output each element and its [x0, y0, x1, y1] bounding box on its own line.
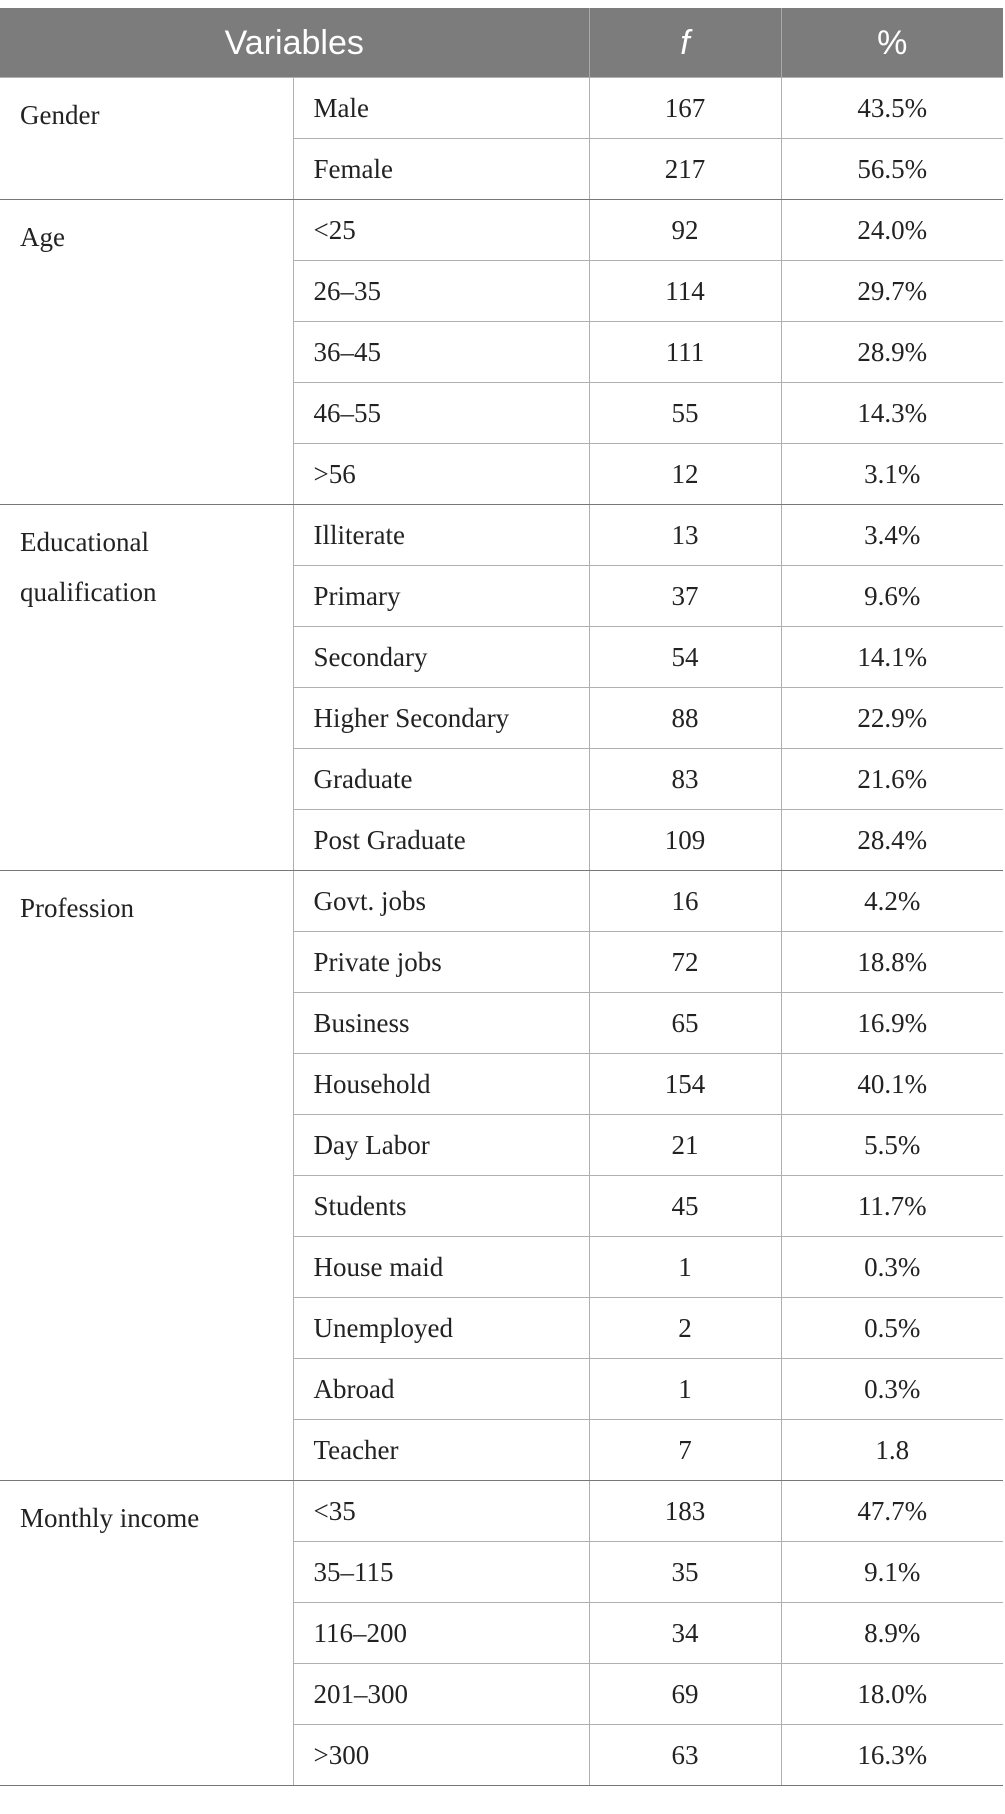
percent-cell: 14.1%	[781, 627, 1003, 688]
demographics-table-container	[0, 8, 1003, 1786]
category-cell: <35	[293, 1481, 589, 1542]
category-cell: 116–200	[293, 1603, 589, 1664]
category-cell: Post Graduate	[293, 810, 589, 871]
percent-cell: 16.9%	[781, 993, 1003, 1054]
percent-cell: 18.0%	[781, 1664, 1003, 1725]
variable-group-cell	[0, 200, 293, 505]
frequency-cell: 114	[589, 261, 781, 322]
frequency-cell: 34	[589, 1603, 781, 1664]
category-cell: Higher Secondary	[293, 688, 589, 749]
variable-group-label: Age	[20, 222, 65, 252]
frequency-cell: 69	[589, 1664, 781, 1725]
frequency-cell: 7	[589, 1420, 781, 1481]
percent-cell: 9.1%	[781, 1542, 1003, 1603]
percent-cell: 56.5%	[781, 139, 1003, 200]
percent-cell: 29.7%	[781, 261, 1003, 322]
frequency-cell: 109	[589, 810, 781, 871]
header-frequency: f	[589, 9, 781, 78]
percent-cell: 18.8%	[781, 932, 1003, 993]
frequency-cell: 1	[589, 1359, 781, 1420]
frequency-cell: 92	[589, 200, 781, 261]
category-cell: 35–115	[293, 1542, 589, 1603]
category-cell: Govt. jobs	[293, 871, 589, 932]
category-cell: Abroad	[293, 1359, 589, 1420]
frequency-cell: 1	[589, 1237, 781, 1298]
frequency-cell: 63	[589, 1725, 781, 1786]
table-row	[0, 505, 1003, 566]
category-cell: Graduate	[293, 749, 589, 810]
variable-group-label: Monthly income	[20, 1503, 200, 1533]
percent-cell: 22.9%	[781, 688, 1003, 749]
variable-group-cell	[0, 78, 293, 200]
category-cell: <25	[293, 200, 589, 261]
category-cell: 36–45	[293, 322, 589, 383]
table-row	[0, 1481, 1003, 1542]
category-cell: Unemployed	[293, 1298, 589, 1359]
category-cell: Household	[293, 1054, 589, 1115]
table-row	[0, 78, 1003, 139]
variable-group-label: Educational qualification	[20, 527, 157, 607]
category-cell: 26–35	[293, 261, 589, 322]
frequency-cell: 21	[589, 1115, 781, 1176]
variable-group-cell	[0, 871, 293, 1481]
percent-cell: 16.3%	[781, 1725, 1003, 1786]
percent-cell: 0.3%	[781, 1237, 1003, 1298]
category-cell: >56	[293, 444, 589, 505]
percent-cell: 24.0%	[781, 200, 1003, 261]
percent-cell: 0.5%	[781, 1298, 1003, 1359]
category-cell: >300	[293, 1725, 589, 1786]
category-cell: House maid	[293, 1237, 589, 1298]
frequency-cell: 111	[589, 322, 781, 383]
category-cell: Primary	[293, 566, 589, 627]
frequency-cell: 55	[589, 383, 781, 444]
header-percent: %	[781, 9, 1003, 78]
percent-cell: 8.9%	[781, 1603, 1003, 1664]
frequency-cell: 72	[589, 932, 781, 993]
variable-group-label: Profession	[20, 893, 134, 923]
category-cell: Business	[293, 993, 589, 1054]
category-cell: Private jobs	[293, 932, 589, 993]
table-row	[0, 871, 1003, 932]
category-cell: Male	[293, 78, 589, 139]
percent-cell: 47.7%	[781, 1481, 1003, 1542]
percent-cell: 28.4%	[781, 810, 1003, 871]
percent-cell: 9.6%	[781, 566, 1003, 627]
frequency-cell: 154	[589, 1054, 781, 1115]
frequency-cell: 37	[589, 566, 781, 627]
category-cell: 46–55	[293, 383, 589, 444]
percent-cell: 14.3%	[781, 383, 1003, 444]
table-body	[0, 78, 1003, 1786]
table-header-row	[0, 9, 1003, 78]
percent-cell: 21.6%	[781, 749, 1003, 810]
frequency-cell: 2	[589, 1298, 781, 1359]
percent-cell: 3.1%	[781, 444, 1003, 505]
category-cell: 201–300	[293, 1664, 589, 1725]
frequency-cell: 83	[589, 749, 781, 810]
percent-cell: 1.8	[781, 1420, 1003, 1481]
variable-group-cell	[0, 505, 293, 871]
table-row	[0, 200, 1003, 261]
frequency-cell: 45	[589, 1176, 781, 1237]
frequency-cell: 88	[589, 688, 781, 749]
frequency-cell: 12	[589, 444, 781, 505]
percent-cell: 11.7%	[781, 1176, 1003, 1237]
frequency-cell: 217	[589, 139, 781, 200]
category-cell: Teacher	[293, 1420, 589, 1481]
frequency-cell: 54	[589, 627, 781, 688]
frequency-cell: 167	[589, 78, 781, 139]
frequency-cell: 13	[589, 505, 781, 566]
frequency-cell: 183	[589, 1481, 781, 1542]
demographics-table	[0, 8, 1003, 1786]
percent-cell: 28.9%	[781, 322, 1003, 383]
category-cell: Students	[293, 1176, 589, 1237]
percent-cell: 40.1%	[781, 1054, 1003, 1115]
frequency-cell: 16	[589, 871, 781, 932]
percent-cell: 5.5%	[781, 1115, 1003, 1176]
category-cell: Illiterate	[293, 505, 589, 566]
frequency-cell: 35	[589, 1542, 781, 1603]
percent-cell: 3.4%	[781, 505, 1003, 566]
percent-cell: 0.3%	[781, 1359, 1003, 1420]
percent-cell: 43.5%	[781, 78, 1003, 139]
category-cell: Female	[293, 139, 589, 200]
category-cell: Secondary	[293, 627, 589, 688]
percent-cell: 4.2%	[781, 871, 1003, 932]
header-variables: Variables	[0, 9, 589, 78]
category-cell: Day Labor	[293, 1115, 589, 1176]
variable-group-label: Gender	[20, 100, 100, 130]
variable-group-cell	[0, 1481, 293, 1786]
frequency-cell: 65	[589, 993, 781, 1054]
